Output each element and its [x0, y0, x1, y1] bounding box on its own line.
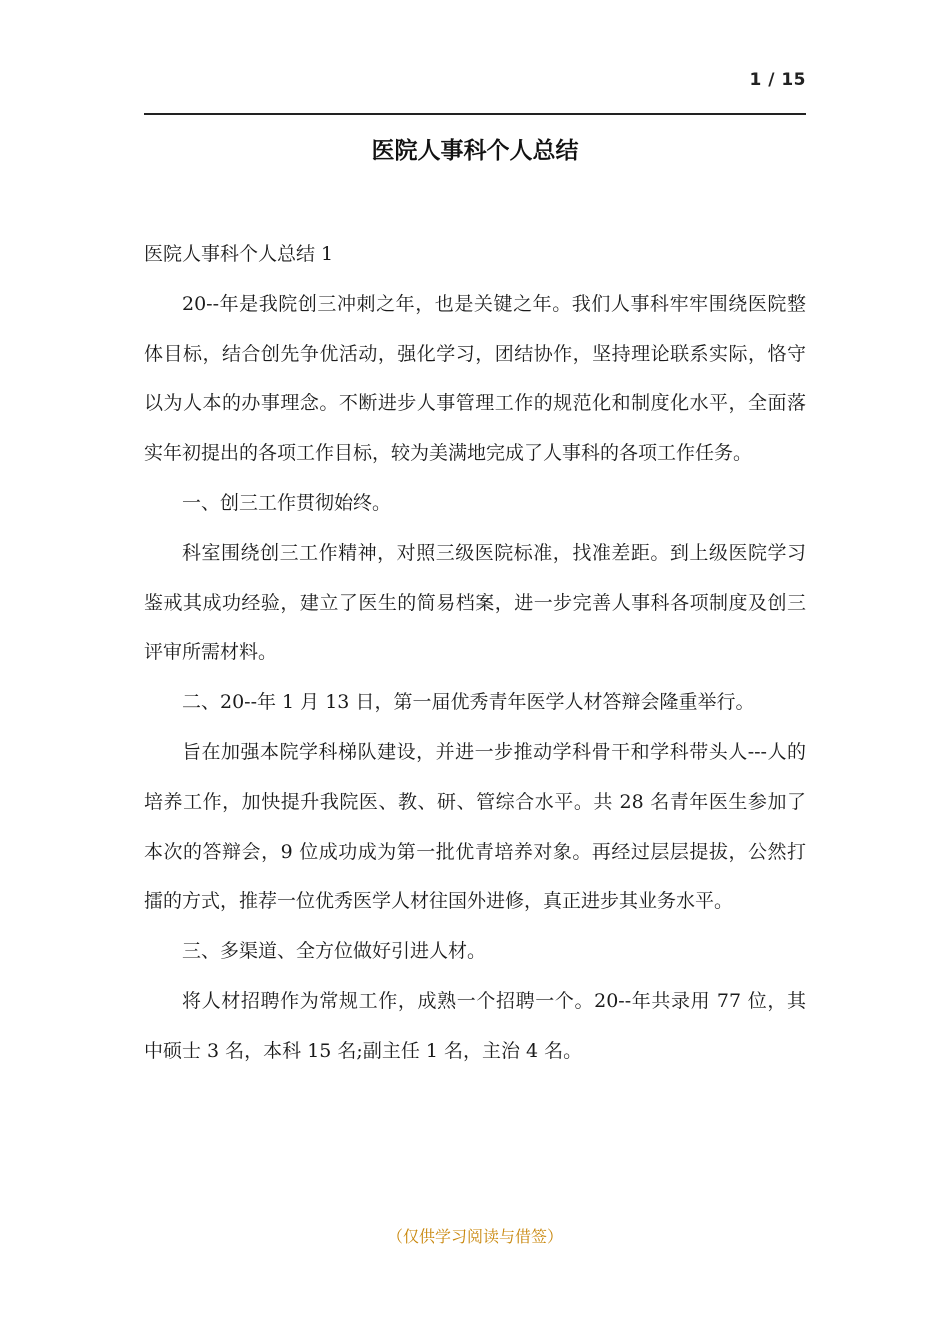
paragraph: 旨在加强本院学科梯队建设，并进一步推动学科骨干和学科带头人---人的培养工作，加快提升我院医、教、研、管综合水平。共 28 名青年医生参加了本次的答辩会，9 位成功成为第一批优青培养对象。再经过层层提拔，公然打擂的方式，推荐一位优秀医学人材往国外进修，真正进步其业务水平。 — [144, 740, 806, 913]
paragraph: 将人材招聘作为常规工作，成熟一个招聘一个。20--年共录用 77 位，其中硕士 3 名，本科 15 名;副主任 1 名，主治 4 名。 — [144, 989, 806, 1062]
footer-note: （仅供学习阅读与借签） — [386, 1227, 563, 1246]
paragraph: 科室围绕创三工作精神，对照三级医院标准，找准差距。到上级医院学习鉴戒其成功经验，建立了医生的简易档案，进一步完善人事科各项制度及创三评审所需材料。 — [144, 541, 806, 664]
document-title: 医院人事科个人总结 — [371, 137, 579, 164]
header-divider — [144, 113, 806, 115]
section-heading: 医院人事科个人总结 1 — [144, 243, 334, 265]
subsection-heading: 二、20--年 1 月 13 日，第一届优秀青年医学人材答辩会隆重举行。 — [182, 691, 755, 714]
subsection-heading: 一、创三工作贯彻始终。 — [182, 491, 392, 514]
subsection-heading: 三、多渠道、全方位做好引进人材。 — [182, 940, 487, 963]
paragraph: 20--年是我院创三冲刺之年，也是关键之年。我们人事科牢牢围绕医院整体目标，结合创先争优活动，强化学习，团结协作，坚持理论联系实际，恪守以为人本的办事理念。不断进步人事管理工作的规范化和制度化水平，全面落实年初提出的各项工作目标，较为美满地完成了人事科的各项工作任务。 — [144, 292, 806, 465]
document-body — [144, 230, 806, 1077]
page-number: 1 / 15 — [749, 70, 806, 90]
